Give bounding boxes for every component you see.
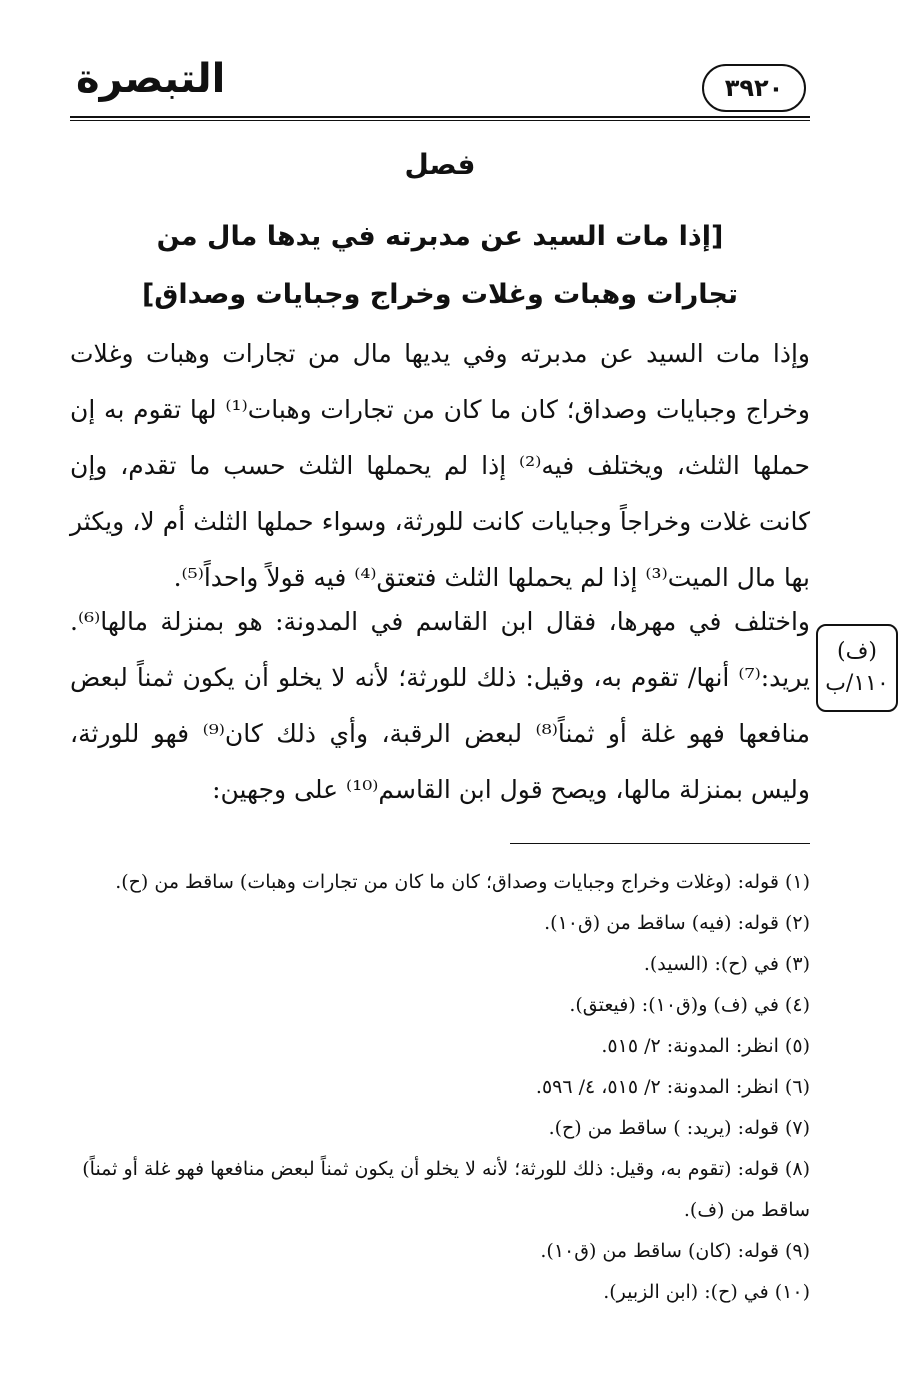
header-rule xyxy=(70,116,810,118)
section-heading-line-1: [إذا مات السيد عن مدبرته في يدها مال من xyxy=(156,221,724,252)
section-title: فصل xyxy=(404,148,476,181)
page-number: ٣٩٢٠ xyxy=(702,64,806,112)
footnote-3: (٣) في (ح): (السيد). xyxy=(643,953,810,975)
section-heading-line-2: تجارات وهبات وغلات وخراج وجبايات وصداق] xyxy=(141,279,739,310)
paragraph-text: وإذا مات السيد عن مدبرته وفي يديها مال من تجارات وهبات وغلات وخراج وجبايات وصداق؛ كان ما كان من تجارات وهبات⁽¹⁾ لها تقوم به إن حملها الثلث، ويختلف فيه⁽²⁾ إذا لم يحملها الثلث حسب ما تقدم، وإن كانت غلات وخراجاً وجبايات كانت للورثة، وسواء حملها الثلث أم لا، ويكثر بها مال الميت⁽³⁾ إذا لم يحملها الثلث فتعتق⁽⁴⁾ فيه قولاً واحداً⁽⁵⁾. xyxy=(70,339,810,592)
margin-note-line-2: ١١٠/ب xyxy=(825,671,889,696)
page-header xyxy=(70,50,810,122)
footnote-4: (٤) في (ف) و(ق١٠): (فيعتق). xyxy=(569,994,810,1016)
section-heading xyxy=(70,208,810,324)
footnote-9: (٩) قوله: (كان) ساقط من (ق١٠). xyxy=(540,1240,810,1262)
footnotes xyxy=(70,862,810,1313)
header-rule-thin xyxy=(70,120,810,121)
footnote-2: (٢) قوله: (فيه) ساقط من (ق١٠). xyxy=(544,912,810,934)
margin-note-line-1: (ف) xyxy=(837,639,877,664)
footnote-7: (٧) قوله: (يريد: ) ساقط من (ح). xyxy=(548,1117,810,1139)
footnote-10: (١٠) في (ح): (ابن الزبير). xyxy=(603,1281,810,1303)
footnote-8: (٨) قوله: (تقوم به، وقيل: ذلك للورثة؛ لأنه لا يخلو أن يكون ثمناً لبعض منافعها فهو غلة أو ثمناً) ساقط من (ف). xyxy=(82,1158,810,1221)
book-title-logo: التبصرة xyxy=(76,56,226,102)
body-paragraph-2 xyxy=(70,594,810,818)
footnote-1: (١) قوله: (وغلات وخراج وجبايات وصداق؛ كان ما كان من تجارات وهبات) ساقط من (ح). xyxy=(115,871,810,893)
manuscript-margin-note xyxy=(816,624,898,712)
footnote-separator xyxy=(510,843,810,844)
footnote-6: (٦) انظر: المدونة: ٢/ ٥١٥، ٤/ ٥٩٦. xyxy=(535,1076,810,1098)
body-paragraph-1 xyxy=(70,326,810,606)
footnote-5: (٥) انظر: المدونة: ٢/ ٥١٥. xyxy=(601,1035,810,1057)
paragraph-text: واختلف في مهرها، فقال ابن القاسم في المدونة: هو بمنزلة مالها⁽⁶⁾. يريد:⁽⁷⁾ أنها/ تقوم به، وقيل: ذلك للورثة؛ لأنه لا يخلو أن يكون ثمناً لبعض منافعها فهو غلة أو ثمناً⁽⁸⁾ لبعض الرقبة، وأي ذلك كان⁽⁹⁾ فهو للورثة، وليس بمنزلة مالها، ويصح قول ابن القاسم⁽¹⁰⁾ على وجهين: xyxy=(70,607,810,804)
